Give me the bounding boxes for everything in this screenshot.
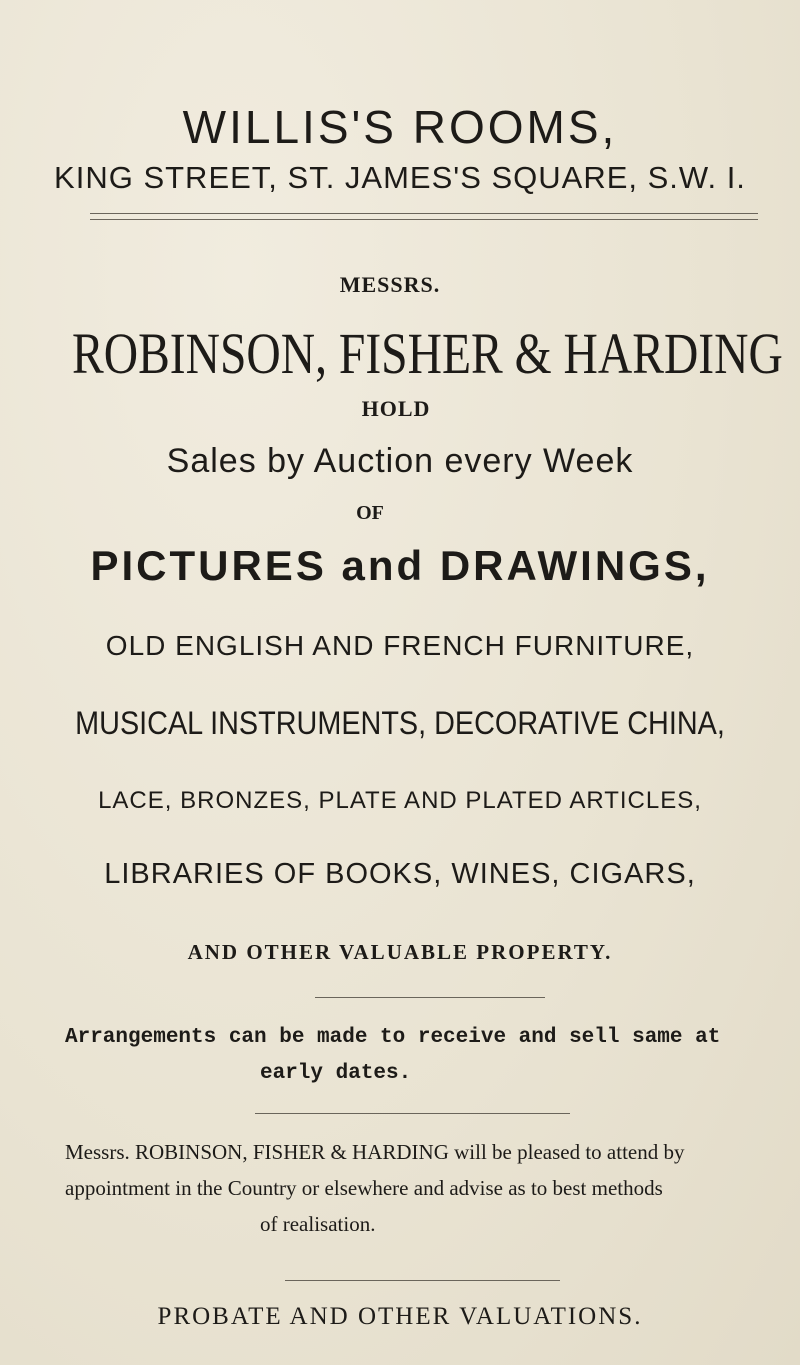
hold-label: HOLD bbox=[361, 396, 431, 421]
venue-title: WILLIS'S ROOMS, bbox=[182, 101, 618, 153]
item-musical: MUSICAL INSTRUMENTS, DECORATIVE CHINA, bbox=[75, 705, 725, 741]
section-rule-1 bbox=[315, 997, 545, 998]
attendance-line-3: of realisation. bbox=[260, 1212, 376, 1236]
messrs-label: MESSRS. bbox=[339, 272, 441, 297]
item-libraries: LIBRARIES OF BOOKS, WINES, CIGARS, bbox=[104, 858, 696, 890]
item-furniture: OLD ENGLISH AND FRENCH FURNITURE, bbox=[105, 630, 695, 661]
section-rule-3 bbox=[285, 1280, 560, 1281]
arrangements-line-2: early dates. bbox=[260, 1062, 412, 1085]
of-label: OF bbox=[356, 502, 384, 524]
item-pictures: PICTURES and DRAWINGS, bbox=[90, 542, 710, 589]
venue-address: KING STREET, ST. JAMES'S SQUARE, S.W. I. bbox=[54, 160, 746, 195]
probate-valuations: PROBATE AND OTHER VALUATIONS. bbox=[157, 1303, 643, 1330]
section-rule-2 bbox=[255, 1113, 570, 1114]
arrangements-line-1: Arrangements can be made to receive and sell same at bbox=[65, 1026, 721, 1049]
sales-line: Sales by Auction every Week bbox=[166, 442, 634, 480]
header-rule-top bbox=[90, 213, 758, 214]
item-lace: LACE, BRONZES, PLATE AND PLATED ARTICLES, bbox=[98, 787, 702, 814]
valuable-property: AND OTHER VALUABLE PROPERTY. bbox=[187, 940, 613, 964]
attendance-line-1: Messrs. ROBINSON, FISHER & HARDING will be pleased to attend by bbox=[65, 1140, 685, 1164]
attendance-line-2: appointment in the Country or elsewhere and advise as to best methods bbox=[65, 1176, 663, 1200]
firm-name: ROBINSON, FISHER & HARDING bbox=[72, 321, 783, 386]
header-rule-bottom bbox=[90, 219, 758, 220]
